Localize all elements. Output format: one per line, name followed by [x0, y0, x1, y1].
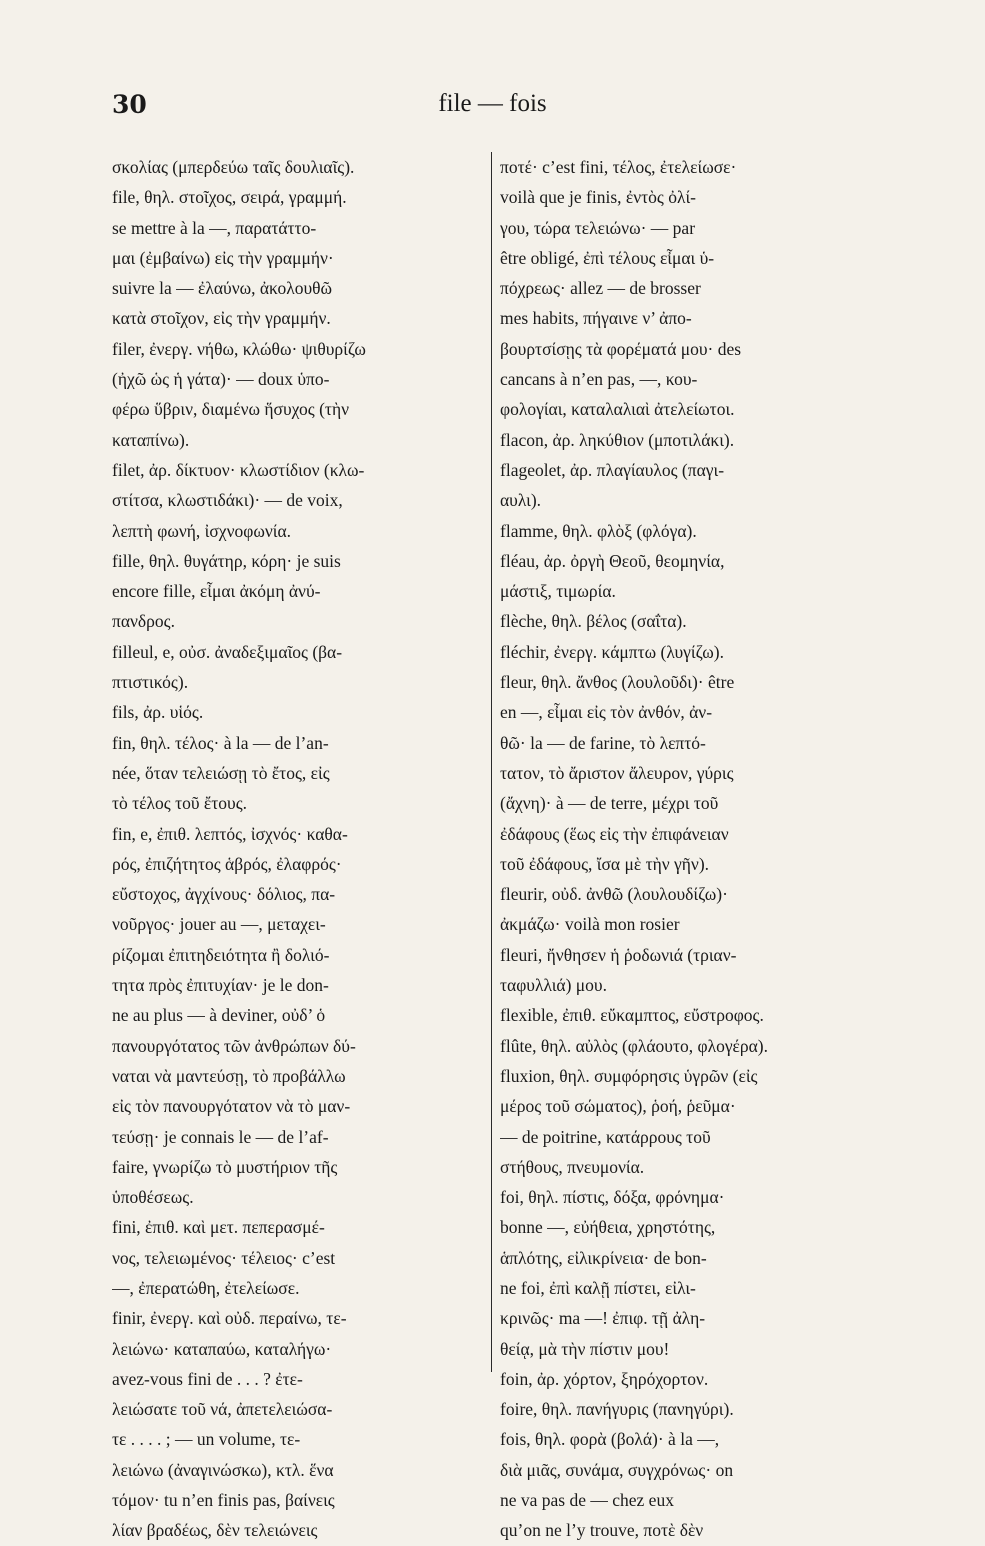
text-line: μαι (ἐμβαίνω) εἰς τὴν γραμμήν·: [112, 247, 334, 268]
text-line: — de poitrine, κατάρρους τοῦ: [500, 1126, 711, 1147]
right-column: [500, 152, 875, 1546]
text-line: πτιστικός).: [112, 672, 189, 693]
text-line: foire, θηλ. πανήγυρις (πανηγύρι).: [500, 1399, 734, 1420]
text-line: fluxion, θηλ. συμφόρησις ὑγρῶν (εἰς: [500, 1065, 758, 1086]
text-line: ὑποθέσεως.: [112, 1187, 194, 1208]
text-line: τατον, τὸ ἄριστον ἄλευρον, γύρις: [500, 762, 734, 783]
text-line: encore fille, εἶμαι ἀκόμη ἀνύ-: [112, 581, 321, 602]
text-line: λεπτὴ φωνή, ἰσχνοφωνία.: [112, 520, 292, 541]
text-line: νος, τελειωμένος· τέλειος· c’est: [112, 1247, 336, 1268]
text-line: θῶ· la — de farine, τὸ λεπτό-: [500, 732, 706, 753]
text-line: flacon, ἀρ. ληκύθιον (μποτιλάκι).: [500, 429, 735, 450]
text-line: fléchir, ἐνεργ. κάμπτω (λυγίζω).: [500, 641, 724, 662]
text-line: βουρτσίσῃς τὰ φορέματά μου· des: [500, 338, 742, 359]
column-rule: [491, 152, 492, 1372]
text-line: λειώνω (ἀναγινώσκω), κτλ. ἕνα: [112, 1459, 334, 1480]
text-line: foi, θηλ. πίστις, δόξα, φρόνημα·: [500, 1187, 725, 1208]
text-line: faire, γνωρίζω τὸ μυστήριον τῆς: [112, 1156, 338, 1177]
text-line: ne va pas de — chez eux: [500, 1490, 674, 1511]
text-line: λίαν βραδέως, δὲν τελειώνεις: [112, 1520, 318, 1541]
text-line: φέρω ὕβριν, διαμένω ἥσυχος (τὴν: [112, 399, 350, 420]
text-line: filer, ἐνεργ. νήθω, κλώθω· ψιθυρίζω: [112, 338, 366, 359]
text-line: née, ὅταν τελειώσῃ τὸ ἔτος, εἰς: [112, 762, 330, 783]
text-line: ποτέ· c’est fini, τέλος, ἐτελείωσε·: [500, 157, 737, 177]
text-line: πανουργότατος τῶν ἀνθρώπων δύ-: [112, 1035, 356, 1056]
text-line: νοῦργος· jouer au —, μεταχει-: [112, 914, 326, 935]
text-line: γου, τώρα τελειώνω· — par: [500, 217, 696, 238]
text-line: se mettre à la —, παρατάττο-: [112, 217, 317, 238]
text-line: εἰς τὸν πανουργότατον νὰ τὸ μαν-: [112, 1096, 351, 1117]
text-line: μάστιξ, τιμωρία.: [500, 581, 616, 602]
text-line: avez-vous fini de . . . ? ἐτε-: [112, 1368, 303, 1389]
text-line: τὸ τέλος τοῦ ἔτους.: [112, 793, 248, 814]
text-line: τεύσῃ· je connais le — de l’af-: [112, 1126, 329, 1147]
running-head: file — fois: [438, 90, 547, 117]
text-line: μέρος τοῦ σώματος), ῥοή, ῥεῦμα·: [500, 1096, 736, 1117]
text-line: flèche, θηλ. βέλος (σαΐτα).: [500, 611, 687, 632]
text-line: fleurir, οὐδ. ἀνθῶ (λουλουδίζω)·: [500, 884, 728, 905]
text-line: διὰ μιᾶς, συνάμα, συγχρόνως· on: [500, 1459, 734, 1480]
page-number: 30: [112, 90, 147, 119]
text-line: fini, ἐπιθ. καὶ μετ. πεπερασμέ-: [112, 1217, 325, 1238]
text-line: πανδρος.: [112, 611, 175, 632]
text-line: πόχρεως· allez — de brosser: [500, 278, 701, 299]
text-line: file, θηλ. στοῖχος, σειρά, γραμμή.: [112, 187, 347, 208]
text-line: fleur, θηλ. ἄνθος (λουλοῦδι)· être: [500, 672, 735, 693]
text-line: ρίζομαι ἐπιτηδειότητα ἢ δολιό-: [112, 944, 330, 965]
text-line: finir, ἐνεργ. καὶ οὐδ. περαίνω, τε-: [112, 1308, 347, 1329]
text-line: στήθους, πνευμονία.: [500, 1156, 645, 1177]
text-line: τόμον· tu n’en finis pas, βαίνεις: [112, 1490, 335, 1511]
text-line: flamme, θηλ. φλὸξ (φλόγα).: [500, 520, 697, 541]
text-line: κατὰ στοῖχον, εἰς τὴν γραμμήν.: [112, 308, 331, 329]
text-line: voilà que je finis, ἐντὸς ὀλί-: [500, 187, 696, 208]
text-line: ρός, ἐπιζήτητος ἁβρός, ἐλαφρός·: [112, 853, 342, 874]
text-line: θείᾳ, μὰ τὴν πίστιν μου!: [500, 1338, 670, 1359]
text-line: fils, ἀρ. υἱός.: [112, 702, 204, 723]
text-line: —, ἐπερατώθη, ἐτελείωσε.: [112, 1277, 300, 1298]
text-line: τοῦ ἐδάφους, ἴσα μὲ τὴν γῆν).: [500, 853, 710, 874]
text-line: ἁπλότης, εἰλικρίνεια· de bon-: [500, 1247, 707, 1268]
text-line: bonne —, εὐήθεια, χρηστότης,: [500, 1217, 716, 1238]
text-line: σκολίας (μπερδεύω ταῖς δουλιαῖς).: [112, 157, 355, 177]
text-line: κρινῶς· ma —! ἐπιφ. τῇ ἀλη-: [500, 1308, 706, 1329]
text-line: flageolet, ἀρ. πλαγίαυλος (παγι-: [500, 459, 725, 480]
text-line: flûte, θηλ. αὐλὸς (φλάουτο, φλογέρα).: [500, 1035, 769, 1056]
left-column: [112, 152, 484, 1546]
text-line: ἐδάφους (ἕως εἰς τὴν ἐπιφάνειαν: [500, 823, 729, 844]
text-line: fois, θηλ. φορὰ (βολά)· à la —,: [500, 1429, 720, 1450]
text-line: ne au plus — à deviner, οὐδ’ ὁ: [112, 1005, 326, 1026]
text-line: ἀκμάζω· voilà mon rosier: [500, 914, 680, 935]
text-line: mes habits, πήγαινε ν’ ἀπο-: [500, 308, 692, 329]
text-line: foin, ἀρ. χόρτον, ξηρόχορτον.: [500, 1368, 709, 1389]
text-line: filet, ἀρ. δίκτυον· κλωστίδιον (κλω-: [112, 459, 365, 480]
text-line: ταφυλλιά) μου.: [500, 975, 607, 996]
text-line: φολογίαι, καταλαλιαὶ ἀτελείωτοι.: [500, 399, 735, 420]
text-line: suivre la — ἐλαύνω, ἀκολουθῶ: [112, 278, 333, 299]
text-line: flexible, ἐπιθ. εὔκαμπτος, εὔστροφος.: [500, 1005, 764, 1026]
text-line: ne foi, ἐπὶ καλῇ πίστει, εἰλι-: [500, 1277, 696, 1298]
text-line: εὔστοχος, ἀγχίνους· δόλιος, πα-: [112, 884, 336, 905]
text-line: ναται νὰ μαντεύσῃ, τὸ προβάλλω: [112, 1065, 346, 1086]
text-line: αυλι).: [500, 490, 542, 511]
text-line: fin, θηλ. τέλος· à la — de l’an-: [112, 732, 329, 753]
text-line: τητα πρὸς ἐπιτυχίαν· je le don-: [112, 975, 329, 996]
text-line: en —, εἶμαι εἰς τὸν ἀνθόν, ἀν-: [500, 702, 713, 723]
text-line: fin, e, ἐπιθ. λεπτός, ἰσχνός· καθα-: [112, 823, 348, 844]
text-line: λειώσατε τοῦ νά, ἀπετελειώσα-: [112, 1399, 333, 1420]
text-line: cancans à n’en pas, —, κου-: [500, 369, 698, 390]
text-line: (ἠχῶ ὡς ἡ γάτα)· — doux ὑπο-: [112, 369, 330, 390]
text-line: être obligé, ἐπὶ τέλους εἶμαι ὑ-: [500, 247, 715, 268]
text-line: fleuri, ἤνθησεν ἡ ῥοδωνιά (τριαν-: [500, 944, 737, 965]
text-line: τε . . . . ; — un volume, τε-: [112, 1429, 301, 1450]
text-line: καταπίνω).: [112, 429, 190, 450]
text-line: (ἄχνη)· à — de terre, μέχρι τοῦ: [500, 793, 719, 814]
text-line: λειώνω· καταπαύω, καταλήγω·: [112, 1338, 332, 1359]
text-line: fille, θηλ. θυγάτηρ, κόρη· je suis: [112, 550, 341, 571]
text-line: qu’on ne l’y trouve, ποτὲ δὲν: [500, 1520, 704, 1541]
text-line: fléau, ἀρ. ὀργὴ Θεοῦ, θεομηνία,: [500, 550, 725, 571]
text-line: στίτσα, κλωστιδάκι)· — de voix,: [112, 490, 343, 511]
text-line: filleul, e, οὐσ. ἀναδεξιμαῖος (βα-: [112, 641, 343, 662]
